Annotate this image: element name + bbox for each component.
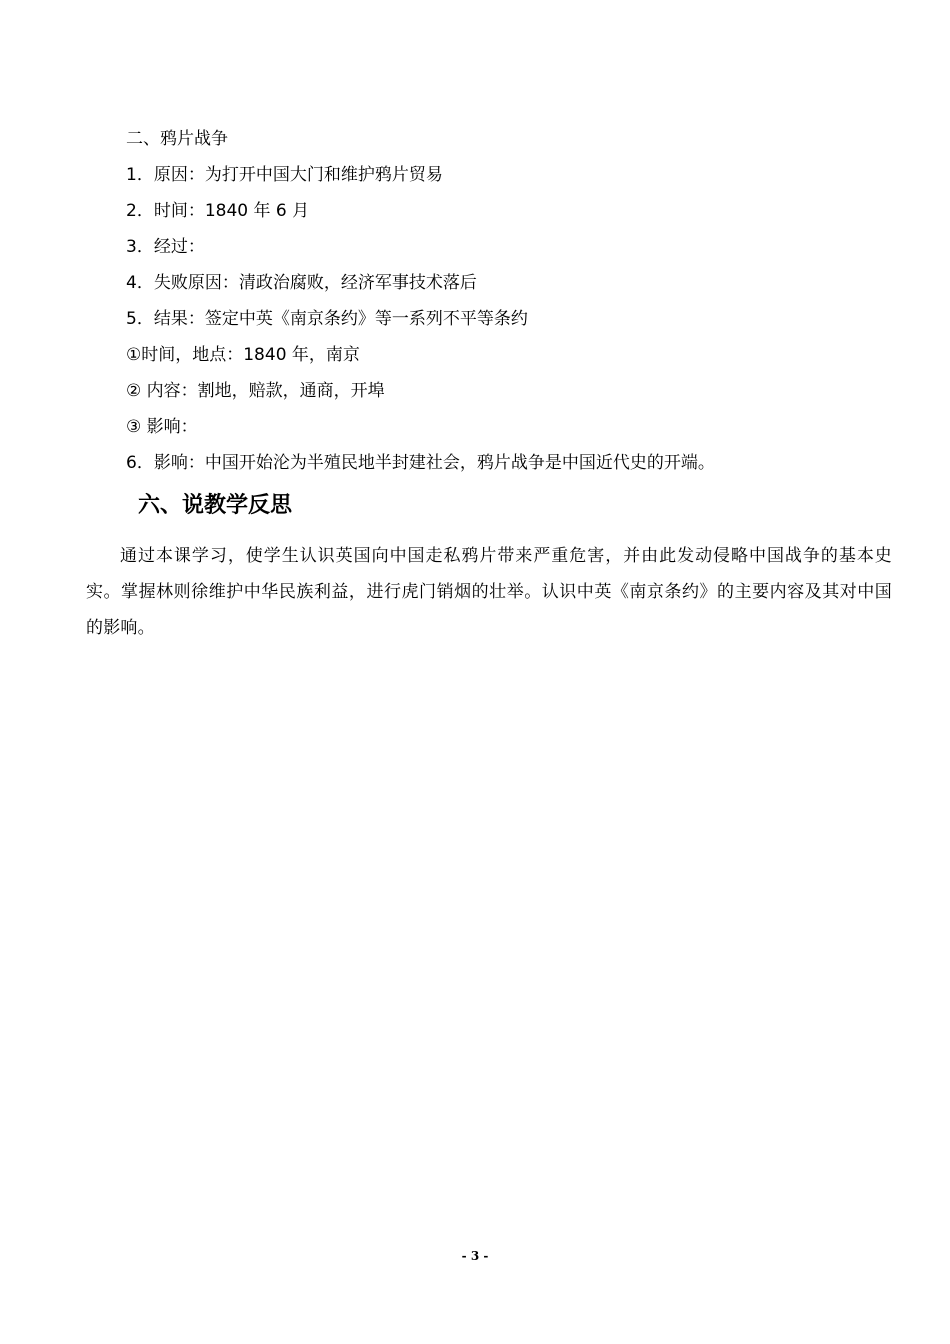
outline-title: 二、鸦片战争 bbox=[126, 129, 228, 149]
page-number: - 3 - bbox=[461, 1249, 489, 1263]
outline-item-process: 3．经过： bbox=[126, 237, 205, 257]
outline-item-cause: 1．原因：为打开中国大门和维护鸦片贸易 bbox=[126, 165, 443, 185]
outline-item-time: 2．时间：1840 年 6 月 bbox=[126, 201, 310, 221]
opium-war-outline bbox=[126, 121, 906, 481]
section-heading: 六、说教学反思 bbox=[138, 493, 293, 518]
outline-subitem-content: ② 内容：割地，赔款，通商，开埠 bbox=[126, 381, 385, 401]
outline-subitem-time-place: ①时间，地点：1840 年，南京 bbox=[126, 345, 360, 365]
outline-subitem-impact: ③ 影响： bbox=[126, 417, 198, 437]
outline-item-failure-reason: 4．失败原因：清政治腐败，经济军事技术落后 bbox=[126, 273, 477, 293]
outline-item-influence: 6．影响：中国开始沦为半殖民地半封建社会，鸦片战争是中国近代史的开端。 bbox=[126, 453, 715, 473]
reflection-paragraph: 通过本课学习，使学生认识英国向中国走私鸦片带来严重危害，并由此发动侵略中国战争的基本史实。掌握林则徐维护中华民族利益，进行虎门销烟的壮举。认识中英《南京条约》的主要内容及其对中国的影响。 bbox=[86, 546, 892, 638]
outline-item-result: 5．结果：签定中英《南京条约》等一系列不平等条约 bbox=[126, 309, 528, 329]
